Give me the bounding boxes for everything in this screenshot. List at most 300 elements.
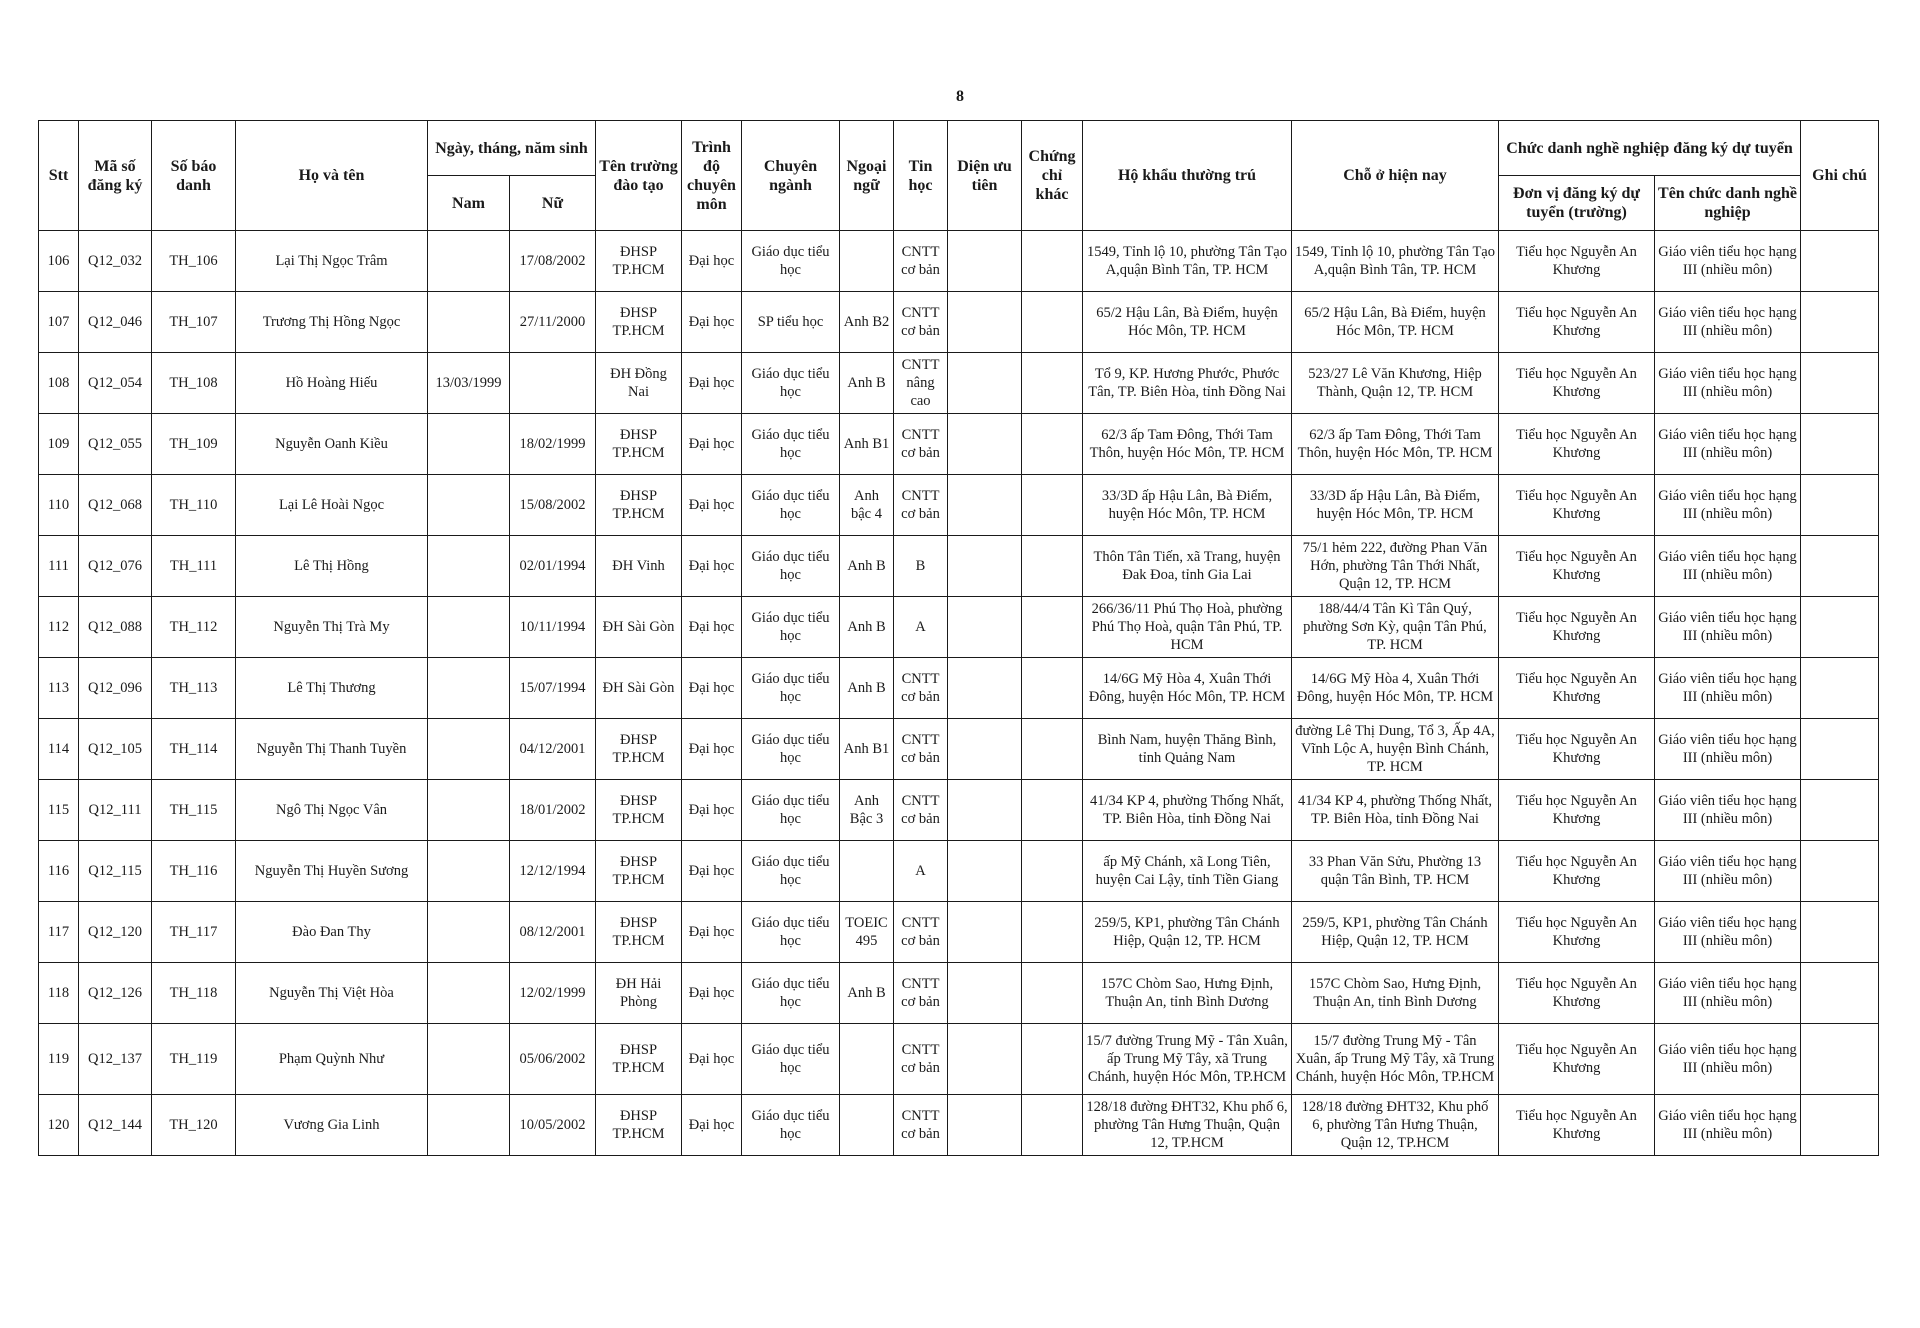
- cell-nam: 13/03/1999: [428, 353, 510, 414]
- cell-truong: ĐH Vinh: [596, 536, 682, 597]
- cell-ma-so: Q12_054: [79, 353, 152, 414]
- cell-trinh-do: Đại học: [682, 231, 742, 292]
- cell-cho-o: 1549, Tỉnh lộ 10, phường Tân Tạo A,quận Bình Tân, TP. HCM: [1292, 231, 1499, 292]
- header-trinh-do: Trình độ chuyên môn: [682, 121, 742, 231]
- cell-nu: [510, 353, 596, 414]
- cell-tin-hoc: CNTT cơ bản: [894, 902, 948, 963]
- cell-don-vi: Tiểu học Nguyễn An Khương: [1499, 414, 1655, 475]
- cell-dien-uu-tien: [948, 475, 1022, 536]
- cell-chuc-danh: Giáo viên tiểu học hạng III (nhiều môn): [1655, 414, 1801, 475]
- cell-truong: ĐHSP TP.HCM: [596, 292, 682, 353]
- cell-stt: 119: [39, 1024, 79, 1095]
- cell-ngoai-ngu: Anh Bậc 3: [840, 780, 894, 841]
- cell-ngoai-ngu: TOEIC 495: [840, 902, 894, 963]
- cell-chung-chi-khac: [1022, 902, 1083, 963]
- cell-ho-khau: 62/3 ấp Tam Đông, Thới Tam Thôn, huyện Hóc Môn, TP. HCM: [1083, 414, 1292, 475]
- cell-truong: ĐHSP TP.HCM: [596, 231, 682, 292]
- cell-nam: [428, 719, 510, 780]
- cell-don-vi: Tiểu học Nguyễn An Khương: [1499, 780, 1655, 841]
- cell-trinh-do: Đại học: [682, 353, 742, 414]
- cell-dien-uu-tien: [948, 658, 1022, 719]
- cell-nam: [428, 597, 510, 658]
- cell-nu: 12/02/1999: [510, 963, 596, 1024]
- cell-ho-khau: Tổ 9, KP. Hương Phước, Phước Tân, TP. Biên Hòa, tỉnh Đồng Nai: [1083, 353, 1292, 414]
- cell-dien-uu-tien: [948, 292, 1022, 353]
- table-row: [39, 963, 1879, 1024]
- cell-chuyen-nganh: Giáo dục tiểu học: [742, 231, 840, 292]
- header-chung-chi-khac: Chứng chỉ khác: [1022, 121, 1083, 231]
- cell-ho-khau: 14/6G Mỹ Hòa 4, Xuân Thới Đông, huyện Hóc Môn, TP. HCM: [1083, 658, 1292, 719]
- cell-so-bao-danh: TH_114: [152, 719, 236, 780]
- cell-ho-ten: Lại Thị Ngọc Trâm: [236, 231, 428, 292]
- cell-ghi-chu: [1801, 353, 1879, 414]
- header-ho-ten: Họ và tên: [236, 121, 428, 231]
- cell-nu: 18/01/2002: [510, 780, 596, 841]
- cell-ngoai-ngu: [840, 1095, 894, 1156]
- cell-truong: ĐH Sài Gòn: [596, 597, 682, 658]
- cell-dien-uu-tien: [948, 414, 1022, 475]
- cell-ghi-chu: [1801, 780, 1879, 841]
- cell-ghi-chu: [1801, 719, 1879, 780]
- cell-tin-hoc: CNTT cơ bản: [894, 414, 948, 475]
- cell-ma-so: Q12_105: [79, 719, 152, 780]
- cell-ngoai-ngu: [840, 841, 894, 902]
- cell-cho-o: 188/44/4 Tân Kì Tân Quý, phường Sơn Kỳ, quận Tân Phú, TP. HCM: [1292, 597, 1499, 658]
- cell-cho-o: 15/7 đường Trung Mỹ - Tân Xuân, ấp Trung Mỹ Tây, xã Trung Chánh, huyện Hóc Môn, TP.HCM: [1292, 1024, 1499, 1095]
- cell-nam: [428, 841, 510, 902]
- cell-ho-ten: Nguyễn Thị Việt Hòa: [236, 963, 428, 1024]
- cell-truong: ĐHSP TP.HCM: [596, 414, 682, 475]
- cell-truong: ĐHSP TP.HCM: [596, 1095, 682, 1156]
- cell-ngoai-ngu: Anh B: [840, 597, 894, 658]
- cell-tin-hoc: CNTT cơ bản: [894, 475, 948, 536]
- cell-tin-hoc: CNTT cơ bản: [894, 1095, 948, 1156]
- cell-chung-chi-khac: [1022, 658, 1083, 719]
- cell-ho-khau: 65/2 Hậu Lân, Bà Điểm, huyện Hóc Môn, TP. HCM: [1083, 292, 1292, 353]
- cell-chung-chi-khac: [1022, 353, 1083, 414]
- cell-chuc-danh: Giáo viên tiểu học hạng III (nhiều môn): [1655, 1024, 1801, 1095]
- cell-chuyen-nganh: Giáo dục tiểu học: [742, 597, 840, 658]
- table-row: [39, 475, 1879, 536]
- cell-ghi-chu: [1801, 1095, 1879, 1156]
- cell-nu: 10/05/2002: [510, 1095, 596, 1156]
- cell-ghi-chu: [1801, 902, 1879, 963]
- header-row-1: [39, 121, 1879, 176]
- cell-ghi-chu: [1801, 536, 1879, 597]
- cell-trinh-do: Đại học: [682, 1024, 742, 1095]
- cell-ma-so: Q12_046: [79, 292, 152, 353]
- cell-truong: ĐH Đồng Nai: [596, 353, 682, 414]
- cell-don-vi: Tiểu học Nguyễn An Khương: [1499, 1095, 1655, 1156]
- cell-so-bao-danh: TH_106: [152, 231, 236, 292]
- cell-chuc-danh: Giáo viên tiểu học hạng III (nhiều môn): [1655, 658, 1801, 719]
- cell-chung-chi-khac: [1022, 780, 1083, 841]
- cell-stt: 110: [39, 475, 79, 536]
- cell-stt: 114: [39, 719, 79, 780]
- cell-dien-uu-tien: [948, 902, 1022, 963]
- cell-ho-khau: ấp Mỹ Chánh, xã Long Tiên, huyện Cai Lậy, tỉnh Tiền Giang: [1083, 841, 1292, 902]
- cell-cho-o: 41/34 KP 4, phường Thống Nhất, TP. Biên Hòa, tỉnh Đồng Nai: [1292, 780, 1499, 841]
- cell-ho-khau: 15/7 đường Trung Mỹ - Tân Xuân, ấp Trung Mỹ Tây, xã Trung Chánh, huyện Hóc Môn, TP.HCM: [1083, 1024, 1292, 1095]
- table-row: [39, 1095, 1879, 1156]
- cell-ho-khau: 41/34 KP 4, phường Thống Nhất, TP. Biên Hòa, tỉnh Đồng Nai: [1083, 780, 1292, 841]
- cell-stt: 106: [39, 231, 79, 292]
- cell-chuyen-nganh: Giáo dục tiểu học: [742, 1024, 840, 1095]
- cell-ngoai-ngu: [840, 231, 894, 292]
- cell-dien-uu-tien: [948, 780, 1022, 841]
- cell-chuc-danh: Giáo viên tiểu học hạng III (nhiều môn): [1655, 475, 1801, 536]
- cell-ho-ten: Hồ Hoàng Hiếu: [236, 353, 428, 414]
- cell-trinh-do: Đại học: [682, 414, 742, 475]
- cell-chung-chi-khac: [1022, 963, 1083, 1024]
- cell-stt: 118: [39, 963, 79, 1024]
- cell-ho-khau: 259/5, KP1, phường Tân Chánh Hiệp, Quận 12, TP. HCM: [1083, 902, 1292, 963]
- cell-ma-so: Q12_055: [79, 414, 152, 475]
- cell-so-bao-danh: TH_117: [152, 902, 236, 963]
- cell-so-bao-danh: TH_113: [152, 658, 236, 719]
- cell-chuc-danh: Giáo viên tiểu học hạng III (nhiều môn): [1655, 963, 1801, 1024]
- cell-chung-chi-khac: [1022, 1095, 1083, 1156]
- cell-so-bao-danh: TH_108: [152, 353, 236, 414]
- table-row: [39, 292, 1879, 353]
- header-don-vi: Đơn vị đăng ký dự tuyển (trường): [1499, 176, 1655, 231]
- table-row: [39, 536, 1879, 597]
- cell-truong: ĐH Hải Phòng: [596, 963, 682, 1024]
- cell-chuc-danh: Giáo viên tiểu học hạng III (nhiều môn): [1655, 1095, 1801, 1156]
- cell-nam: [428, 963, 510, 1024]
- cell-chuyen-nganh: Giáo dục tiểu học: [742, 353, 840, 414]
- cell-ho-ten: Đào Đan Thy: [236, 902, 428, 963]
- cell-nam: [428, 1095, 510, 1156]
- cell-chung-chi-khac: [1022, 475, 1083, 536]
- cell-ma-so: Q12_144: [79, 1095, 152, 1156]
- cell-ngoai-ngu: Anh B2: [840, 292, 894, 353]
- cell-don-vi: Tiểu học Nguyễn An Khương: [1499, 658, 1655, 719]
- cell-chung-chi-khac: [1022, 414, 1083, 475]
- cell-cho-o: 157C Chòm Sao, Hưng Định, Thuận An, tỉnh Bình Dương: [1292, 963, 1499, 1024]
- cell-don-vi: Tiểu học Nguyễn An Khương: [1499, 841, 1655, 902]
- cell-so-bao-danh: TH_107: [152, 292, 236, 353]
- header-nu: Nữ: [510, 176, 596, 231]
- cell-ma-so: Q12_111: [79, 780, 152, 841]
- cell-ho-ten: Lê Thị Hồng: [236, 536, 428, 597]
- cell-so-bao-danh: TH_119: [152, 1024, 236, 1095]
- cell-ho-ten: Phạm Quỳnh Như: [236, 1024, 428, 1095]
- cell-ho-ten: Trương Thị Hồng Ngọc: [236, 292, 428, 353]
- cell-stt: 115: [39, 780, 79, 841]
- header-so-bao-danh: Số báo danh: [152, 121, 236, 231]
- cell-tin-hoc: CNTT cơ bản: [894, 1024, 948, 1095]
- cell-chuc-danh: Giáo viên tiểu học hạng III (nhiều môn): [1655, 902, 1801, 963]
- cell-ma-so: Q12_120: [79, 902, 152, 963]
- cell-nu: 18/02/1999: [510, 414, 596, 475]
- cell-nam: [428, 780, 510, 841]
- cell-chuyen-nganh: Giáo dục tiểu học: [742, 841, 840, 902]
- cell-chuc-danh: Giáo viên tiểu học hạng III (nhiều môn): [1655, 231, 1801, 292]
- cell-dien-uu-tien: [948, 597, 1022, 658]
- cell-ho-ten: Nguyễn Oanh Kiều: [236, 414, 428, 475]
- cell-so-bao-danh: TH_109: [152, 414, 236, 475]
- cell-chuc-danh: Giáo viên tiểu học hạng III (nhiều môn): [1655, 780, 1801, 841]
- cell-so-bao-danh: TH_120: [152, 1095, 236, 1156]
- table-row: [39, 597, 1879, 658]
- cell-ghi-chu: [1801, 231, 1879, 292]
- cell-truong: ĐHSP TP.HCM: [596, 841, 682, 902]
- cell-don-vi: Tiểu học Nguyễn An Khương: [1499, 719, 1655, 780]
- cell-ho-khau: 1549, Tỉnh lộ 10, phường Tân Tạo A,quận Bình Tân, TP. HCM: [1083, 231, 1292, 292]
- cell-chung-chi-khac: [1022, 841, 1083, 902]
- cell-nu: 10/11/1994: [510, 597, 596, 658]
- cell-ma-so: Q12_096: [79, 658, 152, 719]
- cell-ho-khau: 128/18 đường ĐHT32, Khu phố 6, phường Tân Hưng Thuận, Quận 12, TP.HCM: [1083, 1095, 1292, 1156]
- table-row: [39, 780, 1879, 841]
- header-ma-so: Mã số đăng ký: [79, 121, 152, 231]
- cell-tin-hoc: CNTT cơ bản: [894, 292, 948, 353]
- cell-ma-so: Q12_068: [79, 475, 152, 536]
- cell-nam: [428, 292, 510, 353]
- cell-chuyen-nganh: Giáo dục tiểu học: [742, 902, 840, 963]
- cell-chung-chi-khac: [1022, 536, 1083, 597]
- cell-ho-ten: Lại Lê Hoài Ngọc: [236, 475, 428, 536]
- cell-tin-hoc: CNTT cơ bản: [894, 780, 948, 841]
- cell-ma-so: Q12_032: [79, 231, 152, 292]
- cell-nu: 17/08/2002: [510, 231, 596, 292]
- cell-cho-o: 75/1 hẻm 222, đường Phan Văn Hớn, phường Tân Thới Nhất, Quận 12, TP. HCM: [1292, 536, 1499, 597]
- cell-nam: [428, 536, 510, 597]
- cell-cho-o: 33 Phan Văn Sửu, Phường 13 quận Tân Bình, TP. HCM: [1292, 841, 1499, 902]
- cell-don-vi: Tiểu học Nguyễn An Khương: [1499, 597, 1655, 658]
- table-row: [39, 841, 1879, 902]
- cell-don-vi: Tiểu học Nguyễn An Khương: [1499, 475, 1655, 536]
- cell-stt: 113: [39, 658, 79, 719]
- cell-stt: 108: [39, 353, 79, 414]
- cell-ma-so: Q12_126: [79, 963, 152, 1024]
- cell-dien-uu-tien: [948, 1024, 1022, 1095]
- cell-chuyen-nganh: SP tiểu học: [742, 292, 840, 353]
- cell-cho-o: đường Lê Thị Dung, Tổ 3, Ấp 4A, Vĩnh Lộc A, huyện Bình Chánh, TP. HCM: [1292, 719, 1499, 780]
- cell-ngoai-ngu: Anh B: [840, 658, 894, 719]
- cell-ho-ten: Nguyễn Thị Trà My: [236, 597, 428, 658]
- cell-chuyen-nganh: Giáo dục tiểu học: [742, 1095, 840, 1156]
- cell-cho-o: 65/2 Hậu Lân, Bà Điểm, huyện Hóc Môn, TP. HCM: [1292, 292, 1499, 353]
- cell-chuc-danh: Giáo viên tiểu học hạng III (nhiều môn): [1655, 353, 1801, 414]
- cell-truong: ĐHSP TP.HCM: [596, 719, 682, 780]
- cell-chuc-danh: Giáo viên tiểu học hạng III (nhiều môn): [1655, 719, 1801, 780]
- cell-chuyen-nganh: Giáo dục tiểu học: [742, 658, 840, 719]
- cell-so-bao-danh: TH_116: [152, 841, 236, 902]
- cell-chuc-danh: Giáo viên tiểu học hạng III (nhiều môn): [1655, 597, 1801, 658]
- cell-ghi-chu: [1801, 841, 1879, 902]
- cell-trinh-do: Đại học: [682, 536, 742, 597]
- cell-nam: [428, 231, 510, 292]
- cell-don-vi: Tiểu học Nguyễn An Khương: [1499, 1024, 1655, 1095]
- cell-ma-so: Q12_076: [79, 536, 152, 597]
- cell-nam: [428, 414, 510, 475]
- cell-ho-khau: 157C Chòm Sao, Hưng Định, Thuận An, tỉnh Bình Dương: [1083, 963, 1292, 1024]
- cell-don-vi: Tiểu học Nguyễn An Khương: [1499, 902, 1655, 963]
- cell-ghi-chu: [1801, 475, 1879, 536]
- cell-ho-ten: Vương Gia Linh: [236, 1095, 428, 1156]
- cell-don-vi: Tiểu học Nguyễn An Khương: [1499, 963, 1655, 1024]
- cell-nu: 15/08/2002: [510, 475, 596, 536]
- cell-trinh-do: Đại học: [682, 475, 742, 536]
- cell-stt: 116: [39, 841, 79, 902]
- cell-tin-hoc: CNTT cơ bản: [894, 719, 948, 780]
- header-nam: Nam: [428, 176, 510, 231]
- header-cho-o: Chỗ ở hiện nay: [1292, 121, 1499, 231]
- cell-trinh-do: Đại học: [682, 597, 742, 658]
- cell-stt: 120: [39, 1095, 79, 1156]
- header-truong: Tên trường đào tạo: [596, 121, 682, 231]
- cell-ngoai-ngu: Anh B1: [840, 414, 894, 475]
- cell-so-bao-danh: TH_115: [152, 780, 236, 841]
- cell-stt: 109: [39, 414, 79, 475]
- cell-ngoai-ngu: Anh B1: [840, 719, 894, 780]
- cell-chuc-danh: Giáo viên tiểu học hạng III (nhiều môn): [1655, 536, 1801, 597]
- cell-truong: ĐHSP TP.HCM: [596, 780, 682, 841]
- cell-ho-ten: Nguyễn Thị Huyền Sương: [236, 841, 428, 902]
- cell-nam: [428, 475, 510, 536]
- cell-cho-o: 14/6G Mỹ Hòa 4, Xuân Thới Đông, huyện Hóc Môn, TP. HCM: [1292, 658, 1499, 719]
- cell-chung-chi-khac: [1022, 231, 1083, 292]
- cell-nu: 15/07/1994: [510, 658, 596, 719]
- cell-ghi-chu: [1801, 597, 1879, 658]
- header-stt: Stt: [39, 121, 79, 231]
- cell-truong: ĐHSP TP.HCM: [596, 475, 682, 536]
- header-chuc-danh: Chức danh nghề nghiệp đăng ký dự tuyển: [1499, 121, 1801, 176]
- cell-chuc-danh: Giáo viên tiểu học hạng III (nhiều môn): [1655, 841, 1801, 902]
- cell-so-bao-danh: TH_111: [152, 536, 236, 597]
- cell-stt: 107: [39, 292, 79, 353]
- cell-nu: 04/12/2001: [510, 719, 596, 780]
- cell-nu: 05/06/2002: [510, 1024, 596, 1095]
- cell-don-vi: Tiểu học Nguyễn An Khương: [1499, 231, 1655, 292]
- cell-cho-o: 523/27 Lê Văn Khương, Hiệp Thành, Quận 12, TP. HCM: [1292, 353, 1499, 414]
- cell-so-bao-danh: TH_110: [152, 475, 236, 536]
- cell-tin-hoc: B: [894, 536, 948, 597]
- cell-ho-ten: Ngô Thị Ngọc Vân: [236, 780, 428, 841]
- cell-dien-uu-tien: [948, 231, 1022, 292]
- cell-trinh-do: Đại học: [682, 1095, 742, 1156]
- cell-truong: ĐH Sài Gòn: [596, 658, 682, 719]
- cell-tin-hoc: CNTT cơ bản: [894, 231, 948, 292]
- cell-chung-chi-khac: [1022, 1024, 1083, 1095]
- cell-tin-hoc: A: [894, 597, 948, 658]
- cell-nu: 12/12/1994: [510, 841, 596, 902]
- table-row: [39, 1024, 1879, 1095]
- table-row: [39, 658, 1879, 719]
- cell-so-bao-danh: TH_112: [152, 597, 236, 658]
- cell-ho-ten: Nguyễn Thị Thanh Tuyền: [236, 719, 428, 780]
- cell-nam: [428, 1024, 510, 1095]
- table-row: [39, 902, 1879, 963]
- cell-nu: 02/01/1994: [510, 536, 596, 597]
- cell-chuyen-nganh: Giáo dục tiểu học: [742, 536, 840, 597]
- cell-chuyen-nganh: Giáo dục tiểu học: [742, 475, 840, 536]
- cell-nam: [428, 902, 510, 963]
- cell-ghi-chu: [1801, 292, 1879, 353]
- cell-truong: ĐHSP TP.HCM: [596, 1024, 682, 1095]
- cell-ngoai-ngu: [840, 1024, 894, 1095]
- cell-dien-uu-tien: [948, 536, 1022, 597]
- cell-trinh-do: Đại học: [682, 658, 742, 719]
- cell-dien-uu-tien: [948, 963, 1022, 1024]
- candidate-table: [38, 120, 1879, 1156]
- cell-trinh-do: Đại học: [682, 292, 742, 353]
- cell-ma-so: Q12_115: [79, 841, 152, 902]
- header-chuyen-nganh: Chuyên ngành: [742, 121, 840, 231]
- cell-ghi-chu: [1801, 658, 1879, 719]
- cell-chuyen-nganh: Giáo dục tiểu học: [742, 719, 840, 780]
- cell-trinh-do: Đại học: [682, 780, 742, 841]
- cell-dien-uu-tien: [948, 1095, 1022, 1156]
- cell-dien-uu-tien: [948, 841, 1022, 902]
- cell-chuyen-nganh: Giáo dục tiểu học: [742, 414, 840, 475]
- cell-chuyen-nganh: Giáo dục tiểu học: [742, 780, 840, 841]
- header-ten-chuc-danh: Tên chức danh nghề nghiệp: [1655, 176, 1801, 231]
- cell-chung-chi-khac: [1022, 292, 1083, 353]
- cell-don-vi: Tiểu học Nguyễn An Khương: [1499, 292, 1655, 353]
- cell-truong: ĐHSP TP.HCM: [596, 902, 682, 963]
- cell-ho-khau: 33/3D ấp Hậu Lân, Bà Điểm, huyện Hóc Môn, TP. HCM: [1083, 475, 1292, 536]
- cell-stt: 117: [39, 902, 79, 963]
- cell-stt: 111: [39, 536, 79, 597]
- cell-ho-khau: 266/36/11 Phú Thọ Hoà, phường Phú Thọ Hoà, quận Tân Phú, TP. HCM: [1083, 597, 1292, 658]
- cell-cho-o: 62/3 ấp Tam Đông, Thới Tam Thôn, huyện Hóc Môn, TP. HCM: [1292, 414, 1499, 475]
- cell-tin-hoc: CNTT cơ bản: [894, 658, 948, 719]
- cell-chuc-danh: Giáo viên tiểu học hạng III (nhiều môn): [1655, 292, 1801, 353]
- cell-tin-hoc: A: [894, 841, 948, 902]
- header-dien-uu-tien: Diện ưu tiên: [948, 121, 1022, 231]
- cell-ghi-chu: [1801, 1024, 1879, 1095]
- cell-ngoai-ngu: Anh B: [840, 536, 894, 597]
- header-ngoai-ngu: Ngoại ngữ: [840, 121, 894, 231]
- cell-tin-hoc: CNTT nâng cao: [894, 353, 948, 414]
- cell-ngoai-ngu: Anh B: [840, 353, 894, 414]
- cell-cho-o: 33/3D ấp Hậu Lân, Bà Điểm, huyện Hóc Môn, TP. HCM: [1292, 475, 1499, 536]
- cell-ho-ten: Lê Thị Thương: [236, 658, 428, 719]
- table-body: [39, 231, 1879, 1156]
- cell-ghi-chu: [1801, 414, 1879, 475]
- cell-chung-chi-khac: [1022, 719, 1083, 780]
- cell-stt: 112: [39, 597, 79, 658]
- cell-dien-uu-tien: [948, 719, 1022, 780]
- cell-ngoai-ngu: Anh B: [840, 963, 894, 1024]
- header-tin-hoc: Tin học: [894, 121, 948, 231]
- cell-ma-so: Q12_088: [79, 597, 152, 658]
- cell-don-vi: Tiểu học Nguyễn An Khương: [1499, 353, 1655, 414]
- cell-ho-khau: Bình Nam, huyện Thăng Bình, tỉnh Quảng Nam: [1083, 719, 1292, 780]
- table-row: [39, 353, 1879, 414]
- cell-don-vi: Tiểu học Nguyễn An Khương: [1499, 536, 1655, 597]
- cell-ngoai-ngu: Anh bậc 4: [840, 475, 894, 536]
- cell-so-bao-danh: TH_118: [152, 963, 236, 1024]
- cell-cho-o: 259/5, KP1, phường Tân Chánh Hiệp, Quận 12, TP. HCM: [1292, 902, 1499, 963]
- cell-trinh-do: Đại học: [682, 719, 742, 780]
- header-ghi-chu: Ghi chú: [1801, 121, 1879, 231]
- cell-trinh-do: Đại học: [682, 902, 742, 963]
- cell-tin-hoc: CNTT cơ bản: [894, 963, 948, 1024]
- cell-nu: 08/12/2001: [510, 902, 596, 963]
- table-row: [39, 231, 1879, 292]
- cell-dien-uu-tien: [948, 353, 1022, 414]
- header-ho-khau: Hộ khẩu thường trú: [1083, 121, 1292, 231]
- cell-cho-o: 128/18 đường ĐHT32, Khu phố 6, phường Tân Hưng Thuận, Quận 12, TP.HCM: [1292, 1095, 1499, 1156]
- cell-nam: [428, 658, 510, 719]
- table-row: [39, 414, 1879, 475]
- cell-ma-so: Q12_137: [79, 1024, 152, 1095]
- table-row: [39, 719, 1879, 780]
